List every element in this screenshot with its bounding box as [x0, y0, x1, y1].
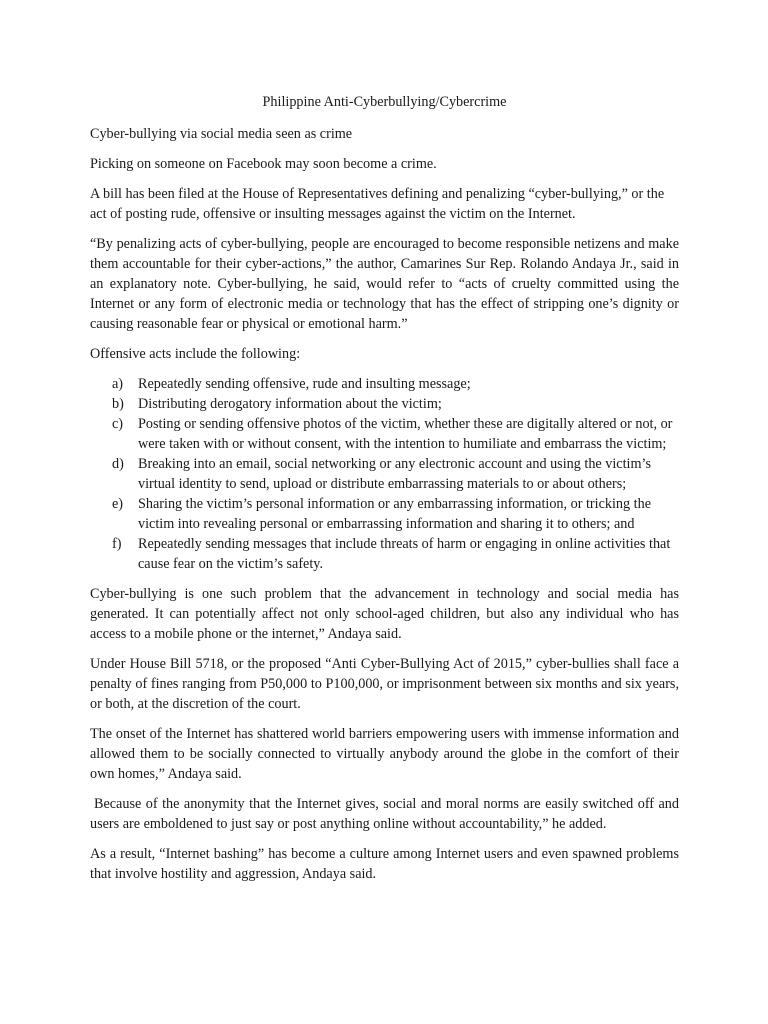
list-marker: c) — [112, 416, 124, 432]
list-item-text: Repeatedly sending offensive, rude and insulting message; — [138, 376, 471, 392]
list-item-text: Posting or sending offensive photos of the victim, whether these are digitally altered or not, or were taken with or without consent, with the intention to humiliate and embarrass the victim; — [138, 416, 673, 452]
list-marker: f) — [112, 536, 122, 552]
list-item-text: Distributing derogatory information about the victim; — [138, 396, 442, 412]
document-title: Philippine Anti-Cyberbullying/Cybercrime — [262, 94, 507, 110]
list-item — [90, 414, 679, 454]
list-item — [90, 454, 679, 494]
list-marker: a) — [112, 376, 124, 392]
paragraph-anonymity: Because of the anonymity that the Internet gives, social and moral norms are easily switched off and users are emboldened to just say or post anything online without accountability,” he added. — [90, 796, 679, 832]
paragraph-problem: Cyber-bullying is one such problem that the advancement in technology and social media has generated. It can potentially affect not only school-aged children, but also any individual who has access to a mobile phone or the internet,” Andaya said. — [90, 586, 679, 642]
list-marker: d) — [112, 456, 124, 472]
headline: Cyber-bullying via social media seen as crime — [90, 126, 353, 142]
lede-paragraph: Picking on someone on Facebook may soon become a crime. — [90, 156, 437, 172]
document-page — [90, 92, 679, 894]
paragraph-house-bill: Under House Bill 5718, or the proposed “Anti Cyber-Bullying Act of 2015,” cyber-bullies shall face a penalty of fines ranging from P50,000 to P100,000, or imprisonment between six months and six years, or both, at the discretion of the court. — [90, 656, 679, 712]
list-item — [90, 374, 679, 394]
list-item — [90, 394, 679, 414]
list-item-text: Repeatedly sending messages that include threats of harm or engaging in online activities that cause fear on the victim’s safety. — [138, 536, 671, 572]
list-item-text: Sharing the victim’s personal information or any embarrassing information, or tricking the victim into revealing personal or embarrassing information and sharing it to others; and — [138, 496, 651, 532]
list-marker: e) — [112, 496, 124, 512]
paragraph-internet-onset: The onset of the Internet has shattered world barriers empowering users with immense information and allowed them to be socially connected to virtually anybody around the globe in the comfort of their own homes,” Andaya said. — [90, 726, 679, 782]
list-item — [90, 494, 679, 534]
paragraph-explanatory-note: “By penalizing acts of cyber-bullying, people are encouraged to become responsible netizens and make them accountable for their cyber-actions,” the author, Camarines Sur Rep. Rolando Andaya Jr., said in an explanatory note. Cyber-bullying, he said, would refer to “acts of cruelty committed using the Internet or any form of electronic media or technology that has the effect of stripping one’s dignity or causing reasonable fear or physical or emotional harm.” — [90, 236, 679, 332]
offensive-acts-list — [90, 374, 679, 574]
list-item-text: Breaking into an email, social networking or any electronic account and using the victim’s virtual identity to send, upload or distribute embarrassing materials to or about others; — [138, 456, 651, 492]
paragraph-internet-bashing: As a result, “Internet bashing” has become a culture among Internet users and even spawned problems that involve hostility and aggression, Andaya said. — [90, 846, 679, 882]
list-marker: b) — [112, 396, 124, 412]
list-intro: Offensive acts include the following: — [90, 346, 301, 362]
list-item — [90, 534, 679, 574]
paragraph-bill-filed: A bill has been filed at the House of Representatives defining and penalizing “cyber-bullying,” or the act of posting rude, offensive or insulting messages against the victim on the Internet. — [90, 186, 665, 222]
